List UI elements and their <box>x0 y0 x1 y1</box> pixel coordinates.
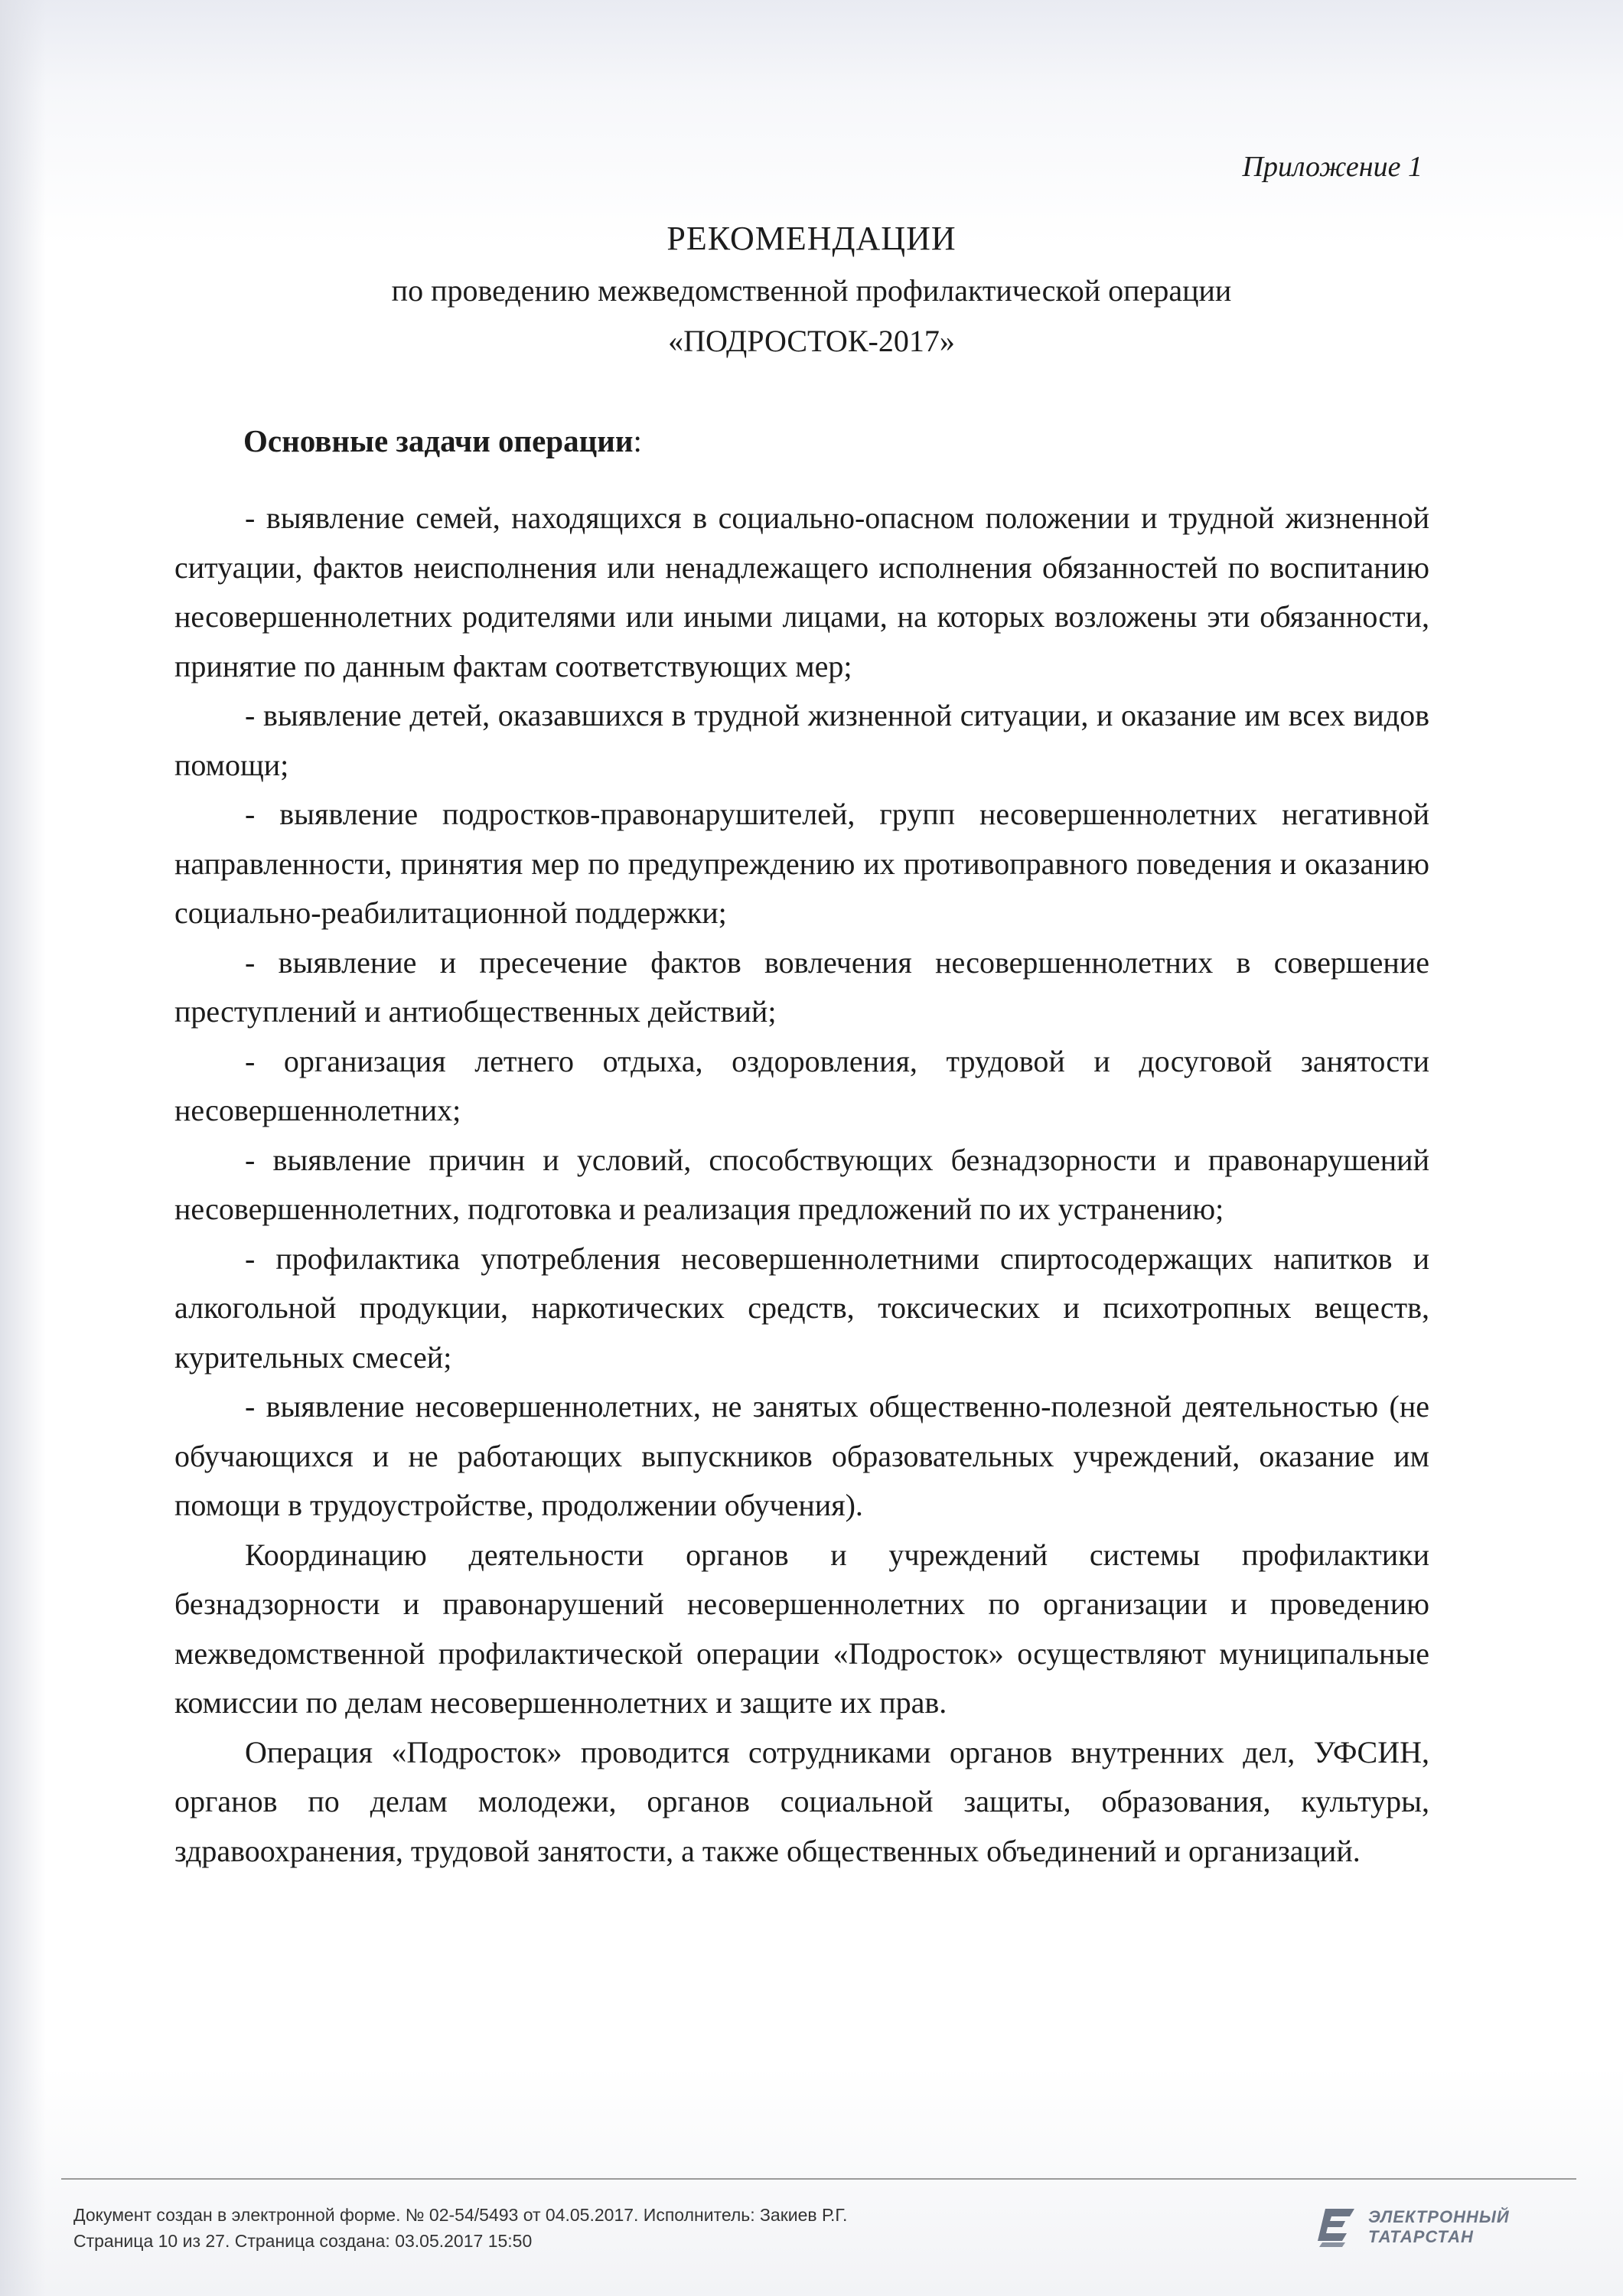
task-item: - выявление подростков-правонарушителей, групп несовершеннолетних негативной направленности, принятия мер по предупреждению их противоправного поведения и оказанию социально-реабилитационной поддержки; <box>174 797 1429 930</box>
task-item: - выявление причин и условий, способствующих безнадзорности и правонарушений несовершеннолетних, подготовка и реализация предложений по их устранению; <box>174 1142 1429 1226</box>
task-item: - профилактика употребления несовершеннолетними спиртосодержащих напитков и алкогольной продукции, наркотических средств, токсических и психотропных веществ, курительных смесей; <box>174 1241 1429 1375</box>
task-item: - выявление семей, находящихся в социально-опасном положении и трудной жизненной ситуации, фактов неисполнения или ненадлежащего исполнения обязанностей по воспитанию несовершеннолетних родителями или иными лицами, на которых возложены эти обязанности, принятие по данным фактам соответствующих мер; <box>174 501 1429 683</box>
footer-divider <box>61 2178 1576 2180</box>
logo-line-1: ЭЛЕКТРОННЫЙ <box>1368 2207 1510 2226</box>
body-paragraph: Координацию деятельности органов и учреждений системы профилактики безнадзорности и правонарушений несовершеннолетних по организации и проведению межведомственной профилактической операции «Подросток» осуществляют муниципальные комиссии по делам несовершеннолетних и защите их прав. <box>174 1537 1429 1720</box>
document-body <box>174 494 1429 1876</box>
electronic-tatarstan-logo <box>1315 2203 1521 2252</box>
logo-line-2: ТАТАРСТАН <box>1368 2227 1474 2246</box>
appendix-label: Приложение 1 <box>1242 151 1423 183</box>
electronic-tatarstan-logo-icon <box>1315 2206 1359 2249</box>
task-item: - выявление несовершеннолетних, не занятых общественно-полезной деятельностью (не обучающихся и не работающих выпускников образовательных учреждений, оказание им помощи в трудоустройстве, продолжении обучения). <box>174 1389 1429 1522</box>
footer-info <box>73 2202 847 2254</box>
tasks-heading: Основные задачи операции: <box>243 423 642 458</box>
task-item: - организация летнего отдыха, оздоровления, трудовой и досуговой занятости несовершеннолетних; <box>174 1043 1429 1127</box>
body-paragraph: Операция «Подросток» проводится сотрудниками органов внутренних дел, УФСИН, органов по делам молодежи, органов социальной защиты, образования, культуры, здравоохранения, трудовой занятости, а также общественных объединений и организаций. <box>174 1734 1429 1868</box>
task-item: - выявление детей, оказавшихся в трудной жизненной ситуации, и оказание им всех видов помощи; <box>174 698 1429 782</box>
document-subtitle: по проведению межведомственной профилактической операции <box>391 273 1232 308</box>
footer-document-line: Документ создан в электронной форме. № 02-54/5493 от 04.05.2017. Исполнитель: Закиев Р.Г. <box>73 2205 848 2225</box>
operation-name: «ПОДРОСТОК-2017» <box>668 324 955 358</box>
footer-page-line: Страница 10 из 27. Страница создана: 03.05.2017 15:50 <box>73 2231 533 2251</box>
task-item: - выявление и пресечение фактов вовлечения несовершеннолетних в совершение преступлений и антиобщественных действий; <box>174 944 1429 1029</box>
document-title: РЕКОМЕНДАЦИИ <box>666 220 957 257</box>
